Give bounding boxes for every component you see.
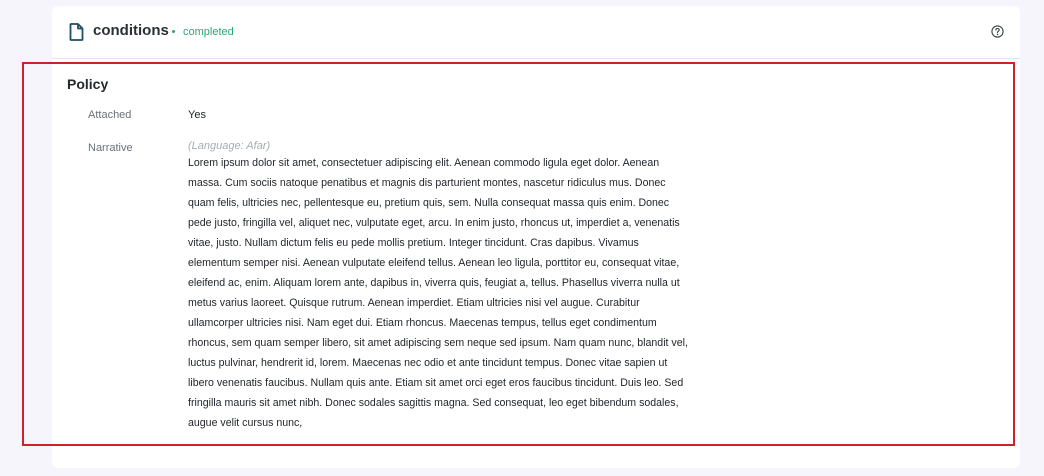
- status-dot: [172, 30, 175, 33]
- document-icon: [69, 23, 84, 41]
- narrative-text: Lorem ipsum dolor sit amet, consectetuer adipiscing elit. Aenean commodo ligula eget dolor. Aenean massa. Cum sociis natoque penatibus et magnis dis parturient montes, nascetur ridiculus mus. Donec quam felis, ultricies nec, pellentesque eu, pretium quis, sem. Nulla consequat massa quis enim. Donec pede justo, fringilla vel, aliquet nec, vulputate eget, arcu. In enim justo, rhoncus ut, imperdiet a, venenatis vitae, justo. Nullam dictum felis eu pede mollis pretium. Integer tincidunt. Cras dapibus. Vivamus elementum semper nisi. Aenean vulputate eleifend tellus. Aenean leo ligula, porttitor eu, consequat vitae, eleifend ac, enim. Aliquam lorem ante, dapibus in, viverra quis, feugiat a, tellus. Phasellus viverra nulla ut metus varius laoreet. Quisque rutrum. Aenean imperdiet. Etiam ultricies nisi vel augue. Curabitur ullamcorper ultricies nisi. Nam eget dui. Etiam rhoncus. Maecenas tempus, tellus eget condimentum rhoncus, sem quam semper libero, sit amet adipiscing sem neque sed ipsum. Nam quam nunc, blandit vel, luctus pulvinar, hendrerit id, lorem. Maecenas nec odio et ante tincidunt tempus. Donec vitae sapien ut libero venenatis faucibus. Nullam quis ante. Etiam sit amet orci eget eros faucibus tincidunt. Duis leo. Sed fringilla mauris sit amet nibh. Donec sodales sagittis magna. Sed consequat, leo eget bibendum sodales, augue velit cursus nunc,: [188, 157, 688, 429]
- status-badge: completed: [183, 26, 234, 38]
- help-circle-icon[interactable]: [991, 25, 1004, 38]
- policy-section-title: Policy: [67, 76, 109, 92]
- attached-value: Yes: [188, 109, 206, 121]
- narrative-label: Narrative: [88, 142, 133, 154]
- page-title: conditions: [93, 22, 169, 39]
- card-header: [52, 6, 1020, 59]
- narrative-language: (Language: Afar): [188, 140, 271, 152]
- attached-label: Attached: [88, 109, 132, 121]
